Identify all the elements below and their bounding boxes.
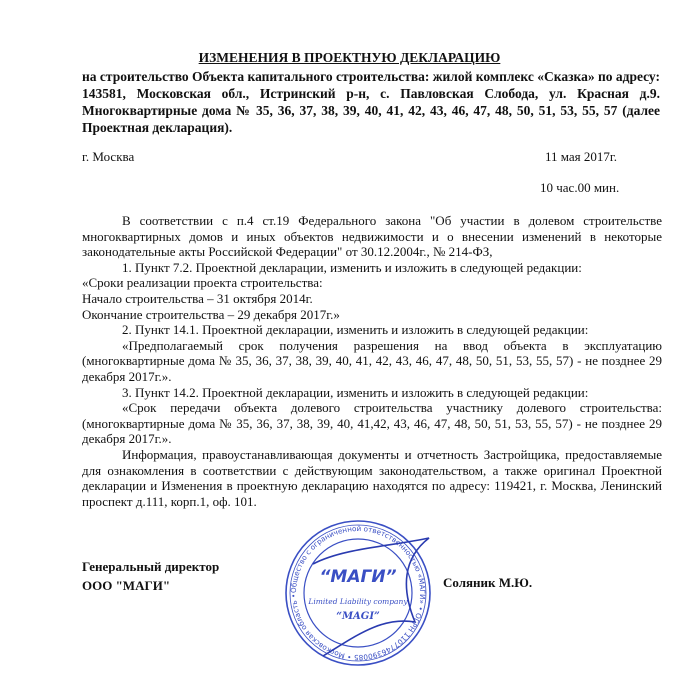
info-paragraph: Информация, правоустанавливающая документы и отчетность Застройщика, предоставляемые для ознакомления в соответствии с действующим законодательством, а также оригинал Проектной декларации и Изменения в проектную декларацию находятся по адресу: 119421, г. Москва, Ленинский проспект д.111, корп.1, оф. 101. (82, 446, 662, 509)
signatory-name: Соляник М.Ю. (443, 575, 533, 590)
item-1: 1. Пункт 7.2. Проектной декларации, изменить и изложить в следующей редакции: (122, 259, 582, 275)
document-title: ИЗМЕНЕНИЯ В ПРОЕКТНУЮ ДЕКЛАРАЦИЮ (198, 50, 501, 65)
company-stamp (283, 518, 433, 668)
signatory-position: Генеральный директор (82, 559, 220, 574)
time: 10 час.00 мин. (540, 180, 620, 195)
stamp-ring-text: Общество с ограниченной ответственностью «МАГИ» • ОГРН 1107746390085 • Московская область • (288, 523, 428, 663)
document-subtitle: на строительство Объекта капитального строительства: жилой комплекс «Сказка» по адресу: 143581, Московская обл., Истринский р-н, с. Павловская Слобода, ул. Красная д.9. Многоквартирные дома № 35, 36, 37, 38, 39, 40, 41, 42, 43, 46, 47, 48, 50, 51, 53, 55, 57 (далее Проектная декларация). (82, 69, 660, 135)
quote-3: «Срок передачи объекта долевого строительства участнику долевого строительства: (многоквартирные дома № 35, 36, 37, 38, 39, 40, 41,42, 43, 46, 47, 48, 50, 51, 53, 55, 57) - не позднее 29 декабря 2017г.». (82, 400, 662, 447)
intro-paragraph: В соответствии с п.4 ст.19 Федерального закона "Об участии в долевом строительстве многоквартирных домов и иных объектов недвижимости и о внесении изменений в некоторые законодательные акты Российской Федерации" от 30.12.2004г., № 214-ФЗ, (82, 213, 662, 260)
stamp-center-ru: “МАГИ” (319, 567, 397, 587)
quote-2: «Предполагаемый срок получения разрешения на ввод объекта в эксплуатацию (многоквартирные дома № 35, 36, 37, 38, 39, 40, 41, 42, 43, 46, 47, 48, 50, 51, 53, 55, 57) - не позднее 29 декабря 2017г.». (82, 337, 662, 384)
quote-1-line-3: Окончание строительства – 29 декабря 2017г.» (82, 306, 340, 322)
city: г. Москва (82, 149, 135, 164)
quote-1-line-1: «Сроки реализации проекта строительства: (82, 275, 323, 291)
stamp-center-en-1: Limited Liability company (308, 597, 408, 606)
date: 11 мая 2017г. (545, 149, 618, 164)
stamp-inner-ring (304, 539, 412, 647)
document-body (82, 213, 662, 509)
item-3: 3. Пункт 14.2. Проектной декларации, изменить и изложить в следующей редакции: (122, 384, 589, 400)
item-2: 2. Пункт 14.1. Проектной декларации, изменить и изложить в следующей редакции: (122, 322, 589, 338)
signatory-title (82, 557, 219, 595)
stamp-center-en-2: “MAGI” (336, 611, 380, 622)
signatory-company: ООО "МАГИ" (82, 578, 171, 593)
quote-1-line-2: Начало строительства – 31 октября 2014г. (82, 290, 313, 306)
